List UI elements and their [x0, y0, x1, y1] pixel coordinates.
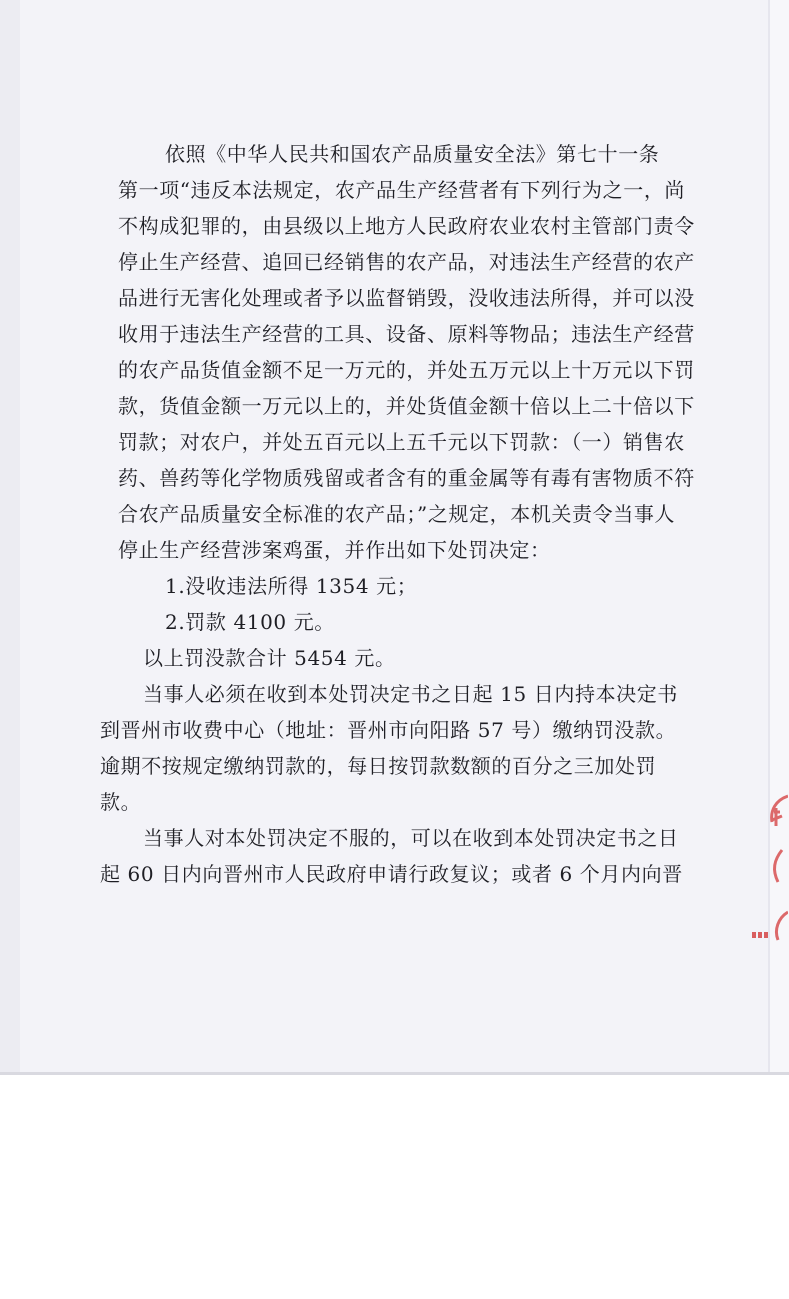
paragraph-line: 当事人必须在收到本处罚决定书之日起 15 日内持本决定书 [143, 682, 678, 706]
paragraph-line: 起 60 日内向晋州市人民政府申请行政复议；或者 6 个月内向晋 [100, 862, 683, 886]
scan-margin-left [0, 0, 20, 1072]
penalty-item-1: 1.没收违法所得 1354 元； [165, 574, 418, 598]
paragraph-line: 停止生产经营涉案鸡蛋，并作出如下处罚决定： [118, 538, 551, 562]
paragraph-line: 到晋州市收费中心（地址：晋州市向阳路 57 号）缴纳罚没款。 [100, 718, 677, 742]
paragraph-line: 停止生产经营、追回已经销售的农产品，对违法生产经营的农产 [118, 250, 695, 274]
paragraph-line: 当事人对本处罚决定不服的，可以在收到本处罚决定书之日 [143, 826, 679, 850]
paragraph-line: 依照《中华人民共和国农产品质量安全法》第七十一条 [165, 142, 660, 166]
paragraph-line: 药、兽药等化学物质残留或者含有的重金属等有毒有害物质不符 [118, 466, 695, 490]
paragraph-line: 第一项“违反本法规定，农产品生产经营者有下列行为之一，尚 [118, 178, 686, 202]
penalty-total: 以上罚没款合计 5454 元。 [143, 646, 396, 670]
paragraph-line: 收用于违法生产经营的工具、设备、原料等物品；违法生产经营 [118, 322, 695, 346]
scan-edge-bottom [0, 1072, 789, 1075]
penalty-item-2: 2.罚款 4100 元。 [165, 610, 335, 634]
paragraph-line: 合农产品质量安全标准的农产品；”之规定，本机关责令当事人 [118, 502, 676, 526]
paragraph-line: 款。 [100, 790, 142, 814]
red-seal-fragment [748, 790, 788, 960]
paragraph-line: 款，货值金额一万元以上的，并处货值金额十倍以上二十倍以下 [118, 394, 695, 418]
paragraph-line: 罚款；对农户，并处五百元以上五千元以下罚款：（一）销售农 [118, 430, 685, 454]
paragraph-line: 逾期不按规定缴纳罚款的，每日按罚款数额的百分之三加处罚 [100, 754, 657, 778]
paragraph-line: 不构成犯罪的，由县级以上地方人民政府农业农村主管部门责令 [118, 214, 695, 238]
paragraph-line: 的农产品货值金额不足一万元的，并处五万元以上十万元以下罚 [118, 358, 695, 382]
paragraph-line: 品进行无害化处理或者予以监督销毁，没收违法所得，并可以没 [118, 286, 695, 310]
